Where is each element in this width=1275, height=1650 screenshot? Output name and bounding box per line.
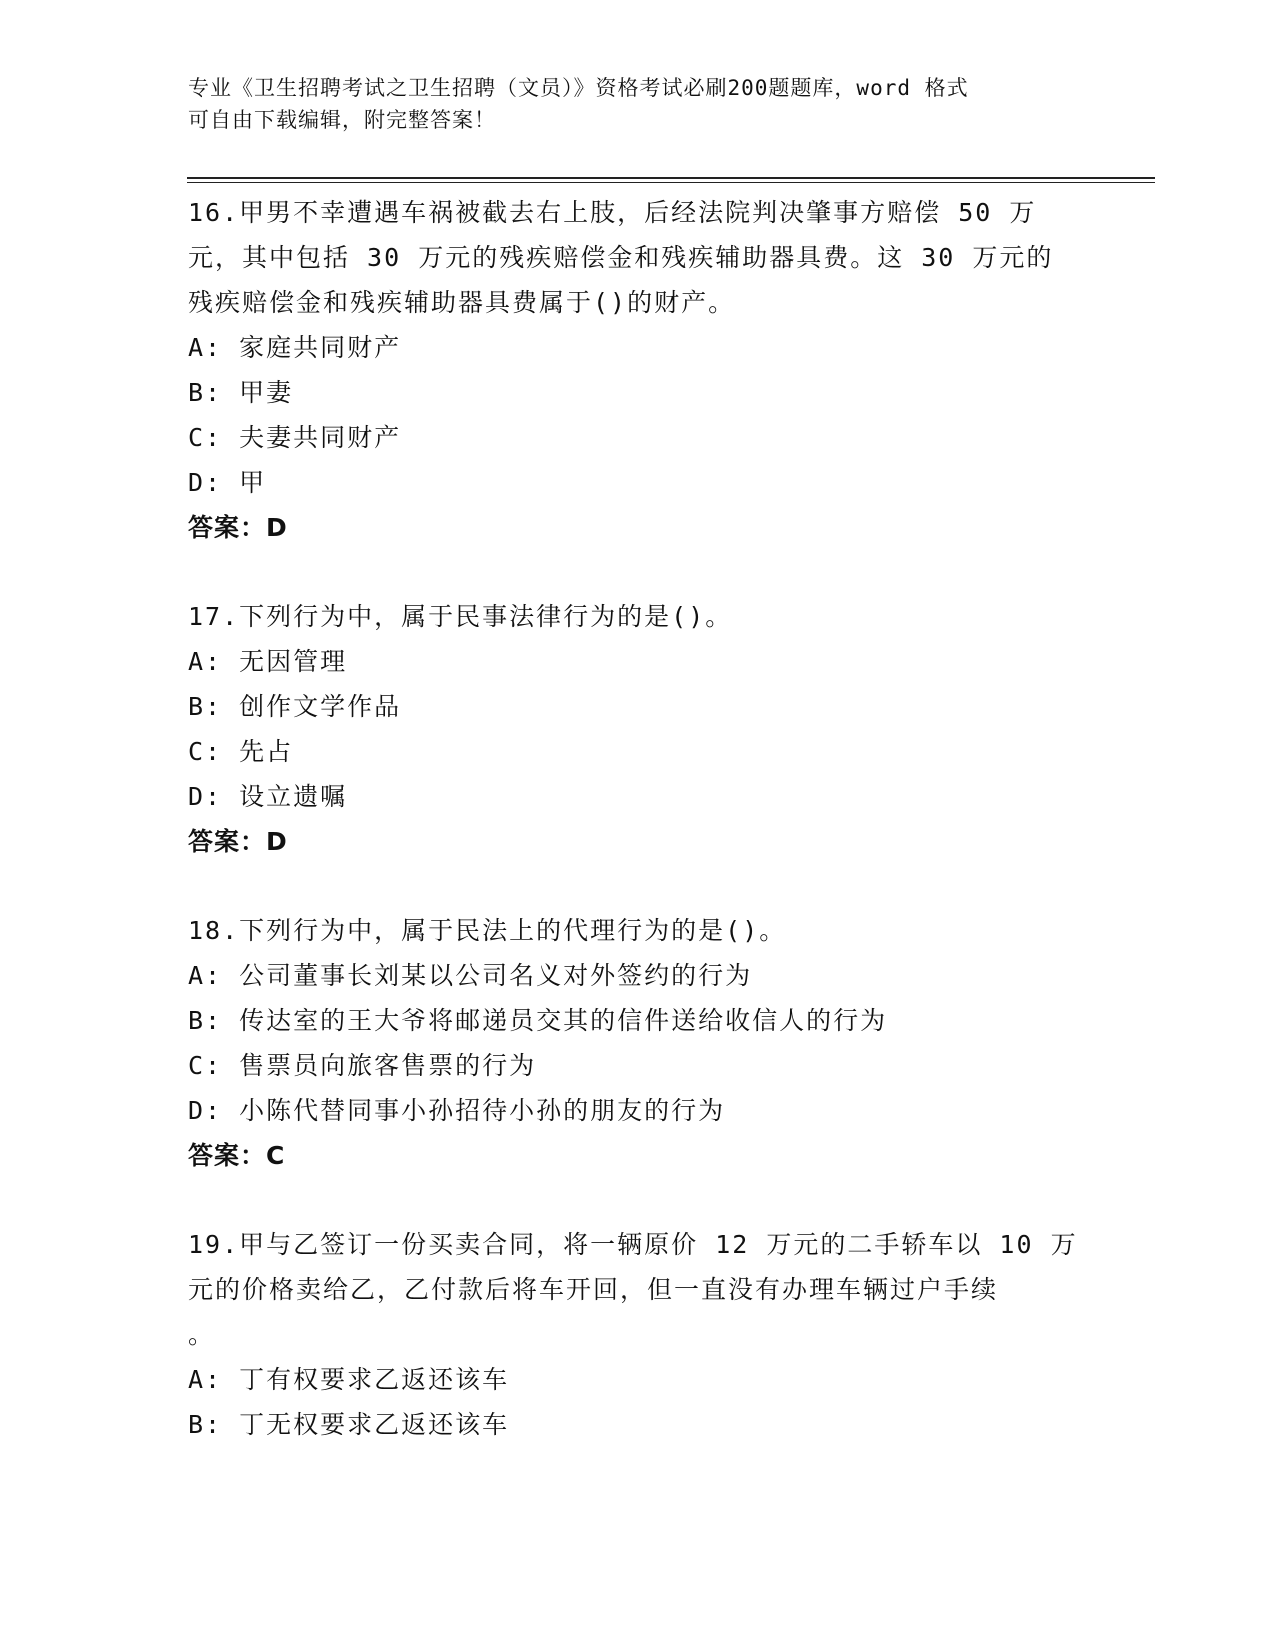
option-b: B: 传达室的王大爷将邮递员交其的信件送给收信人的行为 — [188, 1006, 888, 1035]
option-d: D: 设立遗嘱 — [188, 782, 348, 811]
option-b: B: 丁无权要求乙返还该车 — [188, 1410, 510, 1439]
header-line: 专业《卫生招聘考试之卫生招聘（文员）》资格考试必刷200题题库，word 格式 — [188, 76, 969, 100]
option-b: B: 创作文学作品 — [188, 692, 402, 721]
option-d: D: 小陈代替同事小孙招待小孙的朋友的行为 — [188, 1096, 726, 1125]
question-stem-line: 18.下列行为中，属于民法上的代理行为的是()。 — [188, 916, 787, 945]
question-list — [188, 190, 1088, 1447]
option-b: B: 甲妻 — [188, 378, 294, 407]
answer-line: 答案：D — [188, 827, 288, 856]
answer-line: 答案：D — [188, 513, 288, 542]
option-c: C: 先占 — [188, 737, 294, 766]
option-d: D: 甲 — [188, 468, 267, 497]
option-a: A: 公司董事长刘某以公司名义对外签约的行为 — [188, 961, 753, 990]
question-17 — [188, 594, 1088, 864]
question-stem-line: 元，其中包括 30 万元的残疾赔偿金和残疾辅助器具费。这 30 万元的 — [188, 243, 1054, 272]
question-stem-line: 残疾赔偿金和残疾辅助器具费属于()的财产。 — [188, 288, 736, 317]
question-stem-line: 19.甲与乙签订一份买卖合同，将一辆原价 12 万元的二手轿车以 10 万 — [188, 1230, 1078, 1259]
question-stem-line: 17.下列行为中，属于民事法律行为的是()。 — [188, 602, 733, 631]
question-stem-line: 16.甲男不幸遭遇车祸被截去右上肢，后经法院判决肇事方赔偿 50 万 — [188, 198, 1037, 227]
header-rule-thick — [187, 177, 1155, 179]
header-line: 可自由下载编辑，附完整答案！ — [188, 108, 496, 132]
header-rule-thin — [187, 182, 1155, 183]
answer-line: 答案：C — [188, 1141, 286, 1170]
option-a: A: 无因管理 — [188, 647, 348, 676]
option-a: A: 家庭共同财产 — [188, 333, 402, 362]
option-c: C: 售票员向旅客售票的行为 — [188, 1051, 537, 1080]
question-stem-line: 。 — [188, 1320, 216, 1349]
question-16 — [188, 190, 1088, 550]
document-header — [188, 72, 1078, 136]
option-c: C: 夫妻共同财产 — [188, 423, 402, 452]
question-19 — [188, 1222, 1088, 1447]
option-a: A: 丁有权要求乙返还该车 — [188, 1365, 510, 1394]
question-stem-line: 元的价格卖给乙，乙付款后将车开回，但一直没有办理车辆过户手续 — [188, 1275, 999, 1304]
question-18 — [188, 908, 1088, 1178]
